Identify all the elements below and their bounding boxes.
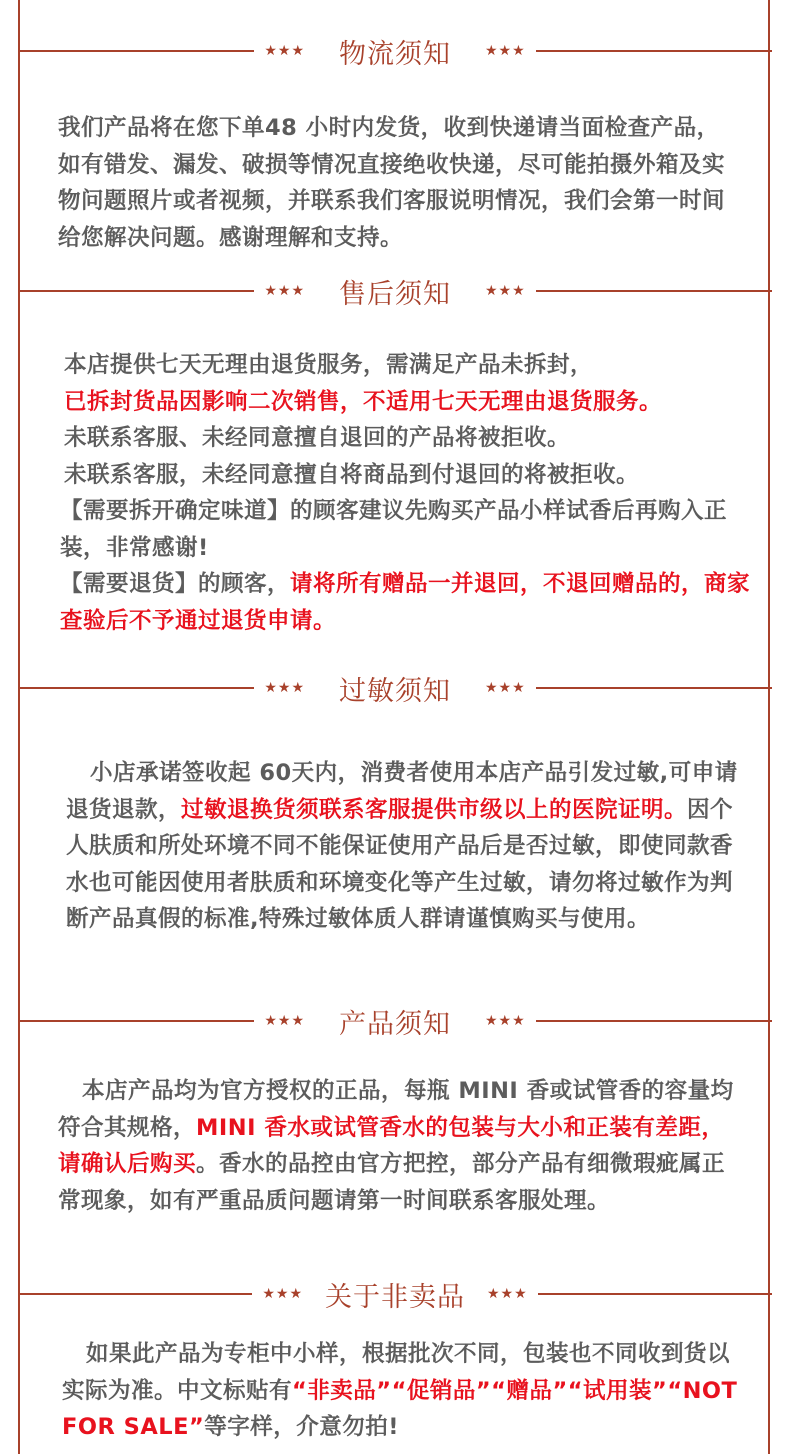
stars-right: ★★★: [487, 1286, 528, 1302]
not-for-sale-paragraph: [62, 1336, 742, 1446]
allergy-paragraph: [66, 755, 746, 938]
stars-left: ★★★: [264, 680, 305, 696]
stars-right: ★★★: [485, 1013, 526, 1029]
after-sales-line-6-red: 请将所有赠品一并退回，不退回赠品的，商家查验后不予通过退货申请。: [60, 571, 751, 634]
after-sales-line-3: 未联系客服、未经同意擅自退回的产品将被拒收。: [64, 425, 571, 451]
stars-right: ★★★: [485, 283, 526, 299]
after-sales-line-2: 已拆封货品因影响二次销售，不适用七天无理由退货服务。: [64, 388, 663, 415]
stars-left: ★★★: [264, 1013, 305, 1029]
heading-logistics: [0, 31, 790, 71]
section-title-after-sales: 售后须知: [339, 278, 451, 310]
stars-right: ★★★: [485, 43, 526, 59]
heading-allergy: [0, 668, 790, 708]
not-for-sale-part-3: 等字样，介意勿拍!: [204, 1414, 400, 1440]
stars-left: ★★★: [264, 43, 305, 59]
after-sales-line-4: 未联系客服，未经同意擅自将商品到付退回的将被拒收。: [64, 461, 640, 488]
stars-left: ★★★: [264, 283, 305, 299]
after-sales-line-5: 【需要拆开确定味道】的顾客建议先购买产品小样试香后再购入正装，非常感谢!: [60, 498, 728, 561]
product-part-1: 本店产品均为官方授权的正品，每瓶 MINI 香或试管香的容量均符合其规格，: [58, 1078, 734, 1141]
section-title-product: 产品须知: [339, 1008, 451, 1040]
logistics-paragraph: 我们产品将在您下单48 小时内发货，收到快递请当面检查产品，如有错发、漏发、破损等情况直接绝收快递，尽可能拍摄外箱及实物问题照片或者视频，并联系我们客服说明情况，我们会第一时间给您解决问题。感谢理解和支持。: [58, 115, 726, 251]
heading-after-sales: [0, 271, 790, 311]
after-sales-line-6: [60, 566, 754, 639]
allergy-part-2: 过敏退换货须联系客服提供市级以上的医院证明。: [181, 796, 688, 823]
section-title-not-for-sale: 关于非卖品: [325, 1281, 465, 1313]
product-paragraph: [58, 1073, 738, 1219]
not-for-sale-part-2: “非卖品”“促销品”“赠品”“试用装”“NOT FOR SALE”: [62, 1377, 738, 1440]
section-title-allergy: 过敏须知: [339, 675, 451, 707]
heading-not-for-sale: [0, 1274, 790, 1314]
stars-left: ★★★: [262, 1286, 303, 1302]
not-for-sale-part-1: 如果此产品为专柜中小样，根据批次不同，包装也不同收到货以实际为准。中文标贴有: [62, 1341, 731, 1404]
heading-product: [0, 1001, 790, 1041]
after-sales-line-6-a: 【需要退货】的顾客，: [60, 571, 291, 597]
stars-right: ★★★: [485, 680, 526, 696]
section-title-logistics: 物流须知: [339, 38, 451, 70]
product-part-3: 。香水的品控由官方把控，部分产品有细微瑕疵属正常现象，如有严重品质问题请第一时间联系客服处理。: [58, 1151, 726, 1214]
after-sales-line-1: 本店提供七天无理由退货服务，需满足产品未拆封，: [64, 352, 594, 378]
product-part-2: MINI 香水或试管香水的包装与大小和正装有差距，请确认后购买: [58, 1114, 725, 1177]
allergy-part-3: 因个人肤质和所处环境不同不能保证使用产品后是否过敏，即使同款香水也可能因使用者肤质和环境变化等产生过敏，请勿将过敏作为判断产品真假的标准,特殊过敏体质人群请谨慎购买与使用。: [66, 796, 734, 932]
allergy-part-1: 小店承诺签收起 60天内，消费者使用本店产品引发过敏,可申请退货退款，: [66, 760, 738, 823]
after-sales-block: [60, 347, 754, 639]
